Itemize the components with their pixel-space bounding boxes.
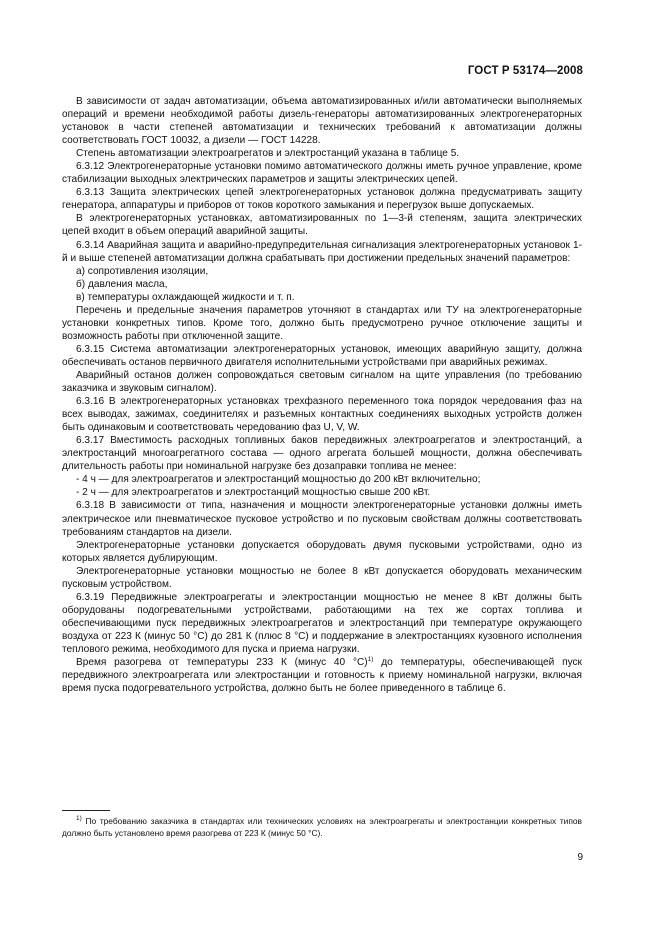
paragraph: В зависимости от задач автоматизации, объема автоматизированных и/или автоматически выполняемых операций и времени необходимой работы дизель-генераторы автоматизированных электрогенераторных установок в части степеней автоматизации и технических требований к автоматизации должны соответствовать ГОСТ 10032, а дизели — ГОСТ 14228.	[62, 96, 582, 147]
footnote	[62, 815, 582, 839]
footnote-reference: 1)	[367, 656, 374, 664]
paragraph: Перечень и предельные значения параметров уточняют в стандартах или ТУ на электрогенераторные установки конкретных типов. Кроме того, должно быть предусмотрено ручное отключение защиты и возможность работы при отключенной защите.	[62, 304, 582, 342]
paragraph: 6.3.16 В электрогенераторных установках трехфазного переменного тока порядок чередования фаз на всех выводах, зажимах, соединителях и разъемных контактных соединениях выходных устройств должен быть одинаковым и соответствовать чередованию фаз U, V, W.	[62, 396, 582, 434]
paragraph-text: Время разогрева от температуры 233 К (минус 40 °С)	[76, 657, 368, 669]
paragraph: Электрогенераторные установки допускается оборудовать двумя пусковыми устройствами, одно из которых является дублирующим.	[62, 539, 582, 564]
body-text	[62, 95, 582, 695]
list-item: в) температуры охлаждающей жидкости и т. п.	[76, 291, 295, 303]
page-number: 9	[577, 852, 583, 863]
paragraph: 6.3.12 Электрогенераторные установки помимо автоматического должны иметь ручное управление, кроме стабилизации выходных электрических параметров и защиты электрических цепей.	[62, 161, 582, 186]
paragraph: 6.3.19 Передвижные электроагрегаты и электростанции мощностью не менее 8 кВт должны быть оборудованы подогревательными устройствами, работающими на тех же сортах топлива и обеспечивающими пуск передвижных электроагрегатов и электростанций при температуре окружающего воздуха от 223 К (минус 50 °С) до 281 К (плюс 8 °С) и поддержание в электростанциях кузовного исполнения теплового режима, необходимого для пуска и приема нагрузки.	[62, 591, 582, 655]
footnote-text: По требованию заказчика в стандартах или технических условиях на электроагрегаты и электростанции конкретных типов должно быть установлено время разогрева от 223 К (минус 50 °С).	[62, 816, 582, 838]
paragraph-text: до температуры, обеспечивающей пуск передвижного электроагрегата или электростанции и готовность к приему номинальной нагрузки, включая время пуска подогревательного устройства, должно быть не более приведенного в таблице 6.	[62, 657, 582, 695]
list-item: б) давления масла,	[76, 278, 168, 290]
paragraph: 6.3.15 Система автоматизации электрогенераторных установок, имеющих аварийную защиту, должна обеспечивать останов первичного двигателя исполнительными устройствами при аварийных режимах.	[62, 343, 582, 368]
paragraph: 6.3.14 Аварийная защита и аварийно-предупредительная сигнализация электрогенераторных установок 1-й и выше степеней автоматизации должна срабатывать при достижении предельных значений параметров:	[62, 239, 582, 264]
paragraph-with-footnote	[62, 656, 582, 695]
list-item: - 2 ч — для электроагрегатов и электростанций мощностью свыше 200 кВт.	[76, 487, 431, 499]
paragraph: 6.3.13 Защита электрических цепей электрогенераторных установок должна предусматривать защиту генератора, аппаратуры и приборов от токов короткого замыкания и перегрузок выше допускаемых.	[62, 187, 582, 212]
list-item: - 4 ч — для электроагрегатов и электростанций мощностью до 200 кВт включительно;	[76, 474, 481, 486]
list-item: а) сопротивления изоляции,	[76, 265, 209, 277]
paragraph: 6.3.17 Вместимость расходных топливных баков передвижных электроагрегатов и электростанций, а электростанций многоагрегатного состава — одного агрегата большей мощности, должна обеспечивать длительность работы при номинальной нагрузке без дозаправки топлива не менее:	[62, 435, 582, 473]
footnote-separator	[62, 810, 110, 811]
paragraph: В электрогенераторных установках, автоматизированных по 1—3-й степеням, защита электрических цепей входит в объем операций аварийной защиты.	[62, 213, 582, 238]
document-header: ГОСТ Р 53174—2008	[467, 65, 583, 77]
paragraph: Аварийный останов должен сопровождаться световым сигналом на щите управления (по требованию заказчика и звуковым сигналом).	[62, 369, 582, 395]
paragraph: Степень автоматизации электроагрегатов и электростанций указана в таблице 5.	[76, 148, 460, 160]
paragraph: Электрогенераторные установки мощностью не более 8 кВт допускается оборудовать механическим пусковым устройством.	[62, 565, 582, 590]
footnote-marker: 1)	[76, 815, 82, 822]
paragraph: 6.3.18 В зависимости от типа, назначения и мощности электрогенераторные установки должны иметь электрическое или пневматическое пусковое устройство и по пусковым свойствам должны соответствовать требованиям стандартов на дизели.	[62, 500, 582, 538]
